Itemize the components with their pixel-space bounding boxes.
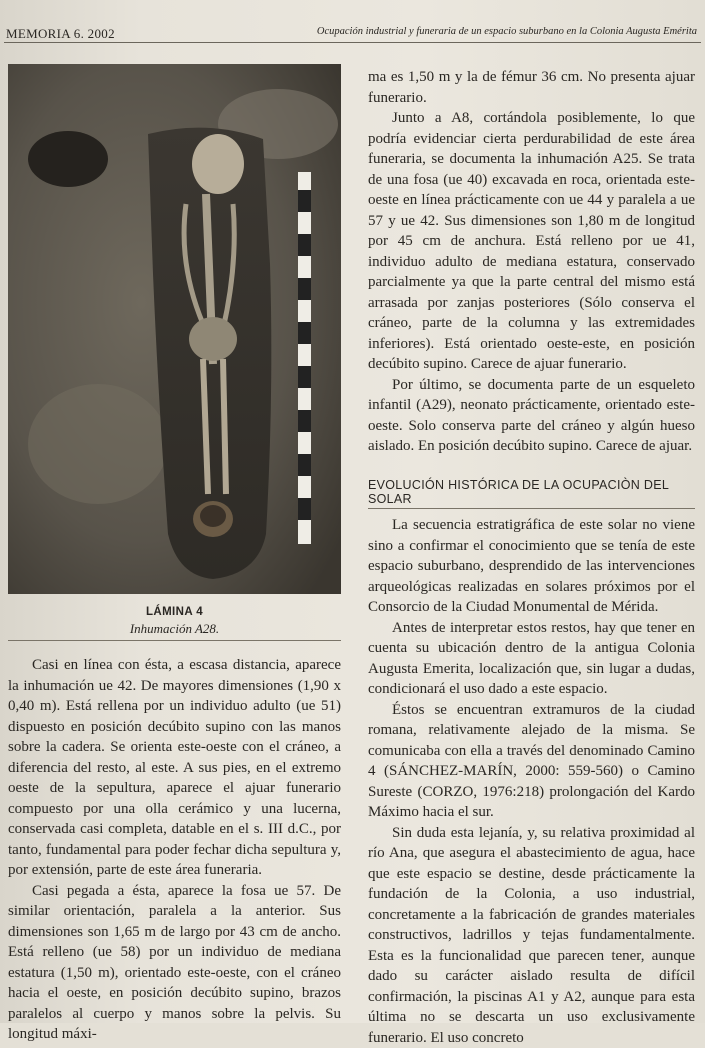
figure-caption: Inhumación A28. bbox=[8, 621, 341, 637]
right-column-text-top bbox=[368, 67, 695, 457]
paragraph: ma es 1,50 m y la de fémur 36 cm. No presenta ajuar funerario. bbox=[368, 67, 695, 108]
burial-photo-illustration bbox=[8, 64, 341, 594]
figure-title: LÁMINA 4 bbox=[8, 606, 341, 618]
paragraph: Éstos se encuentran extramuros de la ciudad romana, relativamente alejado de la misma. Se comunicaba con ella a través del denominado Camino 4 (SÁNCHEZ-MARÍN, 2000: 559-560) o Camino Sureste (CORZO, 1976:218) prolongación del Kardo Máximo hacia el sur. bbox=[368, 700, 695, 823]
running-header bbox=[4, 22, 701, 43]
paragraph: Casi pegada a ésta, aparece la fosa ue 57. De similar orientación, paralela a la anterior. Sus dimensiones son 1,65 m de largo por 43 cm de ancho. Está relleno (ue 58) por un individuo de mediana estatura (1,50 m), orientado este-oeste, con el cráneo hacia el oeste, en posición decúbito supino, brazos paralelos al cuerpo y manos sobre la pelvis. Su longitud máxi- bbox=[8, 881, 341, 1045]
section-heading: EVOLUCIÓN HISTÓRICA DE LA OCUPACIÒN DEL SOLAR bbox=[368, 478, 695, 509]
paragraph: La secuencia estratigráfica de este solar no viene sino a confirmar el conocimiento que se tenía de este espacio suburbano, desprendido de las intervenciones arqueológicas realizadas en solares próximos por el Consorcio de la Ciudad Monumental de Mérida. bbox=[368, 515, 695, 618]
scale-bar bbox=[298, 172, 311, 544]
header-journal: MEMORIA 6. 2002 bbox=[6, 26, 115, 42]
right-column-text-bottom bbox=[368, 515, 695, 1048]
paragraph: Antes de interpretar estos restos, hay que tener en cuenta su ubicación dentro de la antigua Colonia Augusta Emerita, localización que, sin lugar a dudas, condicionará el uso dado a este espacio. bbox=[368, 618, 695, 700]
paragraph: Por último, se documenta parte de un esqueleto infantil (A29), neonato prácticamente, orientado este-oeste. Solo conserva parte del cráneo y algún hueso aislado. En posición decúbito supino. Carece de ajuar. bbox=[368, 375, 695, 457]
left-column-text bbox=[8, 655, 341, 1045]
header-article-title: Ocupación industrial y funeraria de un espacio suburbano en la Colonia Augusta Emérita bbox=[317, 26, 697, 37]
paragraph: Casi en línea con ésta, a escasa distancia, aparece la inhumación ue 42. De mayores dimensiones (1,90 x 0,40 m). Está rellena por un individuo adulto (ue 51) dispuesto en posición decúbito supino con las manos sobre la cadera. Se orienta este-oeste con el cráneo, a diferencia del resto, al este. A sus pies, en el extremo oeste de la sepultura, aparece el ajuar funerario compuesto por una olla cerámico y una lucerna, conservada casi completa, datable en el s. III d.C., por tanto, fundamental para poder fechar dicha sepultura y, por extensión, parte de este área funeraria. bbox=[8, 655, 341, 881]
excavation-photo bbox=[8, 64, 341, 594]
caption-divider bbox=[8, 640, 341, 641]
paragraph: Sin duda esta lejanía, y, su relativa proximidad al río Ana, que asegura el abastecimiento de agua, hace que este espacio se destine, desde prácticamente la fundación de la Colonia, a uso industrial, concretamente a la fabricación de grandes materiales constructivos, ladrillos y tejas fundamentalmente. Esta es la funcionalidad que parecen tener, aunque dado su carácter aislado resulta de difícil confirmación, la piscinas A1 y A2, aunque para esta última no se descarta un uso exclusivamente funerario. El uso concreto bbox=[368, 823, 695, 1048]
paragraph: Junto a A8, cortándola posiblemente, lo que podría evidenciar cierta perdurabilidad de este área funeraria, se documenta la inhumación A25. Se trata de una fosa (ue 40) excavada en roca, orientada este-oeste en línea prácticamente con ue 44 y paralela a ue 57 y ue 42. Sus dimensiones son 1,80 m de longitud por 45 cm de anchura. Está relleno por ue 41, individuo adulto de mediana estatura, conservado parcialmente ya que la parte central del mismo está arrasada por zanjas posteriores (Sólo conserva el cráneo, parte de la columna y las extremidades inferiores). Está orientado oeste-este, en posición decúbito supino. Carece de ajuar funerario. bbox=[368, 108, 695, 375]
